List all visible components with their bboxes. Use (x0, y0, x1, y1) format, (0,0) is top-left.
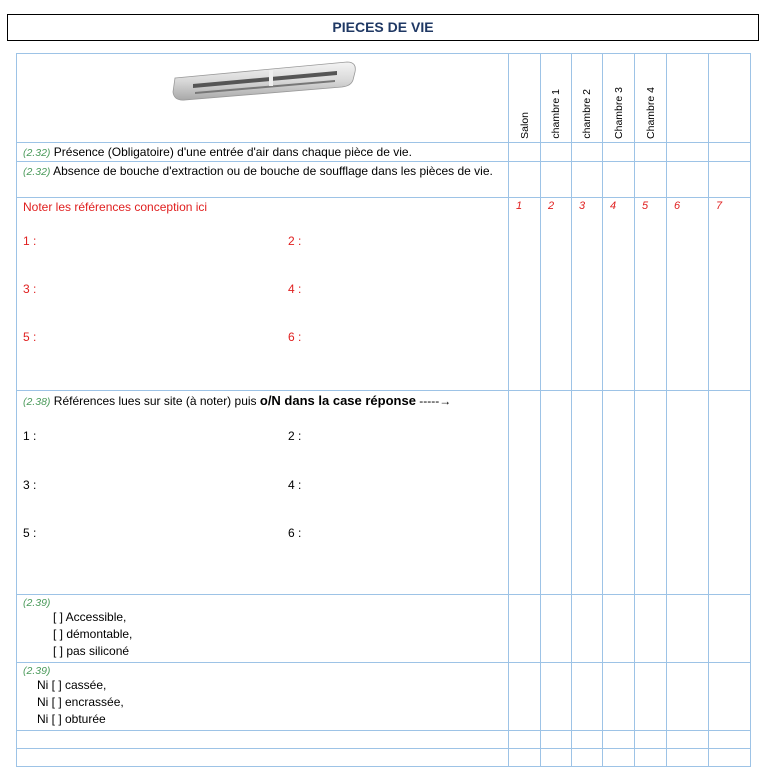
answer-cell[interactable] (572, 663, 603, 731)
answer-cell[interactable] (541, 663, 572, 731)
empty-cell[interactable] (17, 731, 509, 749)
col-header-chambre-2: chambre 2 (572, 54, 603, 143)
answer-cell[interactable] (541, 143, 572, 162)
conception-label-1: 1 : (23, 234, 37, 248)
col-header-chambre-4: Chambre 4 (635, 54, 667, 143)
answer-cell[interactable] (509, 595, 541, 663)
answer-cell[interactable] (635, 749, 667, 767)
conception-label-4: 4 : (288, 282, 302, 296)
conception-label-6: 6 : (288, 330, 302, 344)
row-absence (17, 162, 751, 198)
col-header-chambre-3: Chambre 3 (603, 54, 635, 143)
answer-cell[interactable] (635, 595, 667, 663)
answer-cell[interactable] (572, 143, 603, 162)
answer-cell[interactable] (541, 731, 572, 749)
image-cell (17, 54, 509, 143)
answer-cell[interactable] (603, 749, 635, 767)
col-header-6 (667, 54, 709, 143)
answer-cell[interactable] (709, 663, 751, 731)
page-title: PIECES DE VIE (7, 14, 759, 41)
row-absence-desc: (2.32) Absence de bouche d'extraction ou de bouche de soufflage dans les pièces de vie. (17, 162, 509, 198)
answer-cell[interactable] (667, 663, 709, 731)
answer-cell[interactable] (509, 391, 541, 595)
checkbox-cassee[interactable]: Ni [ ] cassée, (37, 678, 107, 692)
empty-cell[interactable] (17, 749, 509, 767)
answer-cell[interactable] (572, 595, 603, 663)
answer-cell[interactable] (709, 143, 751, 162)
row-condition (17, 663, 751, 731)
answer-cell[interactable] (603, 162, 635, 198)
answer-cell[interactable] (667, 595, 709, 663)
checkbox-obturee[interactable]: Ni [ ] obturée (37, 712, 106, 726)
answer-cell[interactable] (572, 731, 603, 749)
answer-cell[interactable] (667, 731, 709, 749)
rooms-table (16, 53, 751, 767)
answer-cell[interactable] (603, 663, 635, 731)
conception-label-3: 3 : (23, 282, 37, 296)
col-number-5[interactable]: 5 (635, 198, 667, 391)
answer-cell[interactable] (635, 162, 667, 198)
answer-cell[interactable] (572, 391, 603, 595)
row-site-refs (17, 391, 751, 595)
answer-cell[interactable] (635, 391, 667, 595)
site-label-1: 1 : (23, 429, 37, 443)
answer-cell[interactable] (603, 391, 635, 595)
answer-cell[interactable] (667, 162, 709, 198)
answer-cell[interactable] (572, 749, 603, 767)
answer-cell[interactable] (509, 143, 541, 162)
answer-cell[interactable] (709, 162, 751, 198)
row-presence (17, 143, 751, 162)
answer-cell[interactable] (635, 731, 667, 749)
col-header-salon: Salon (509, 54, 541, 143)
answer-cell[interactable] (667, 749, 709, 767)
answer-cell[interactable] (603, 143, 635, 162)
answer-cell[interactable] (509, 749, 541, 767)
answer-cell[interactable] (541, 162, 572, 198)
row-conception-desc (17, 198, 509, 391)
answer-cell[interactable] (709, 391, 751, 595)
col-number-7[interactable]: 7 (709, 198, 751, 391)
col-number-1[interactable]: 1 (509, 198, 541, 391)
answer-cell[interactable] (541, 391, 572, 595)
site-label-2: 2 : (288, 429, 302, 443)
conception-label-5: 5 : (23, 330, 37, 344)
empty-row (17, 749, 751, 767)
col-header-7 (709, 54, 751, 143)
site-refs-heading: (2.38) Références lues sur site (à noter) puis o/N dans la case réponse -----→ (23, 393, 452, 408)
air-vent-image (17, 54, 509, 139)
row-presence-desc: (2.32) Présence (Obligatoire) d'une entrée d'air dans chaque pièce de vie. (17, 143, 509, 162)
answer-cell[interactable] (603, 595, 635, 663)
answer-cell[interactable] (572, 162, 603, 198)
empty-row (17, 731, 751, 749)
answer-cell[interactable] (603, 731, 635, 749)
col-number-3[interactable]: 3 (572, 198, 603, 391)
row-accessible (17, 595, 751, 663)
col-number-6[interactable]: 6 (667, 198, 709, 391)
answer-cell[interactable] (635, 143, 667, 162)
answer-cell[interactable] (709, 749, 751, 767)
row-site-refs-desc (17, 391, 509, 595)
conception-heading: Noter les références conception ici (23, 200, 208, 214)
conception-label-2: 2 : (288, 234, 302, 248)
answer-cell[interactable] (667, 143, 709, 162)
col-number-4[interactable]: 4 (603, 198, 635, 391)
row-condition-desc: (2.39) Ni [ ] cassée, Ni [ ] encrassée, Ni [ ] obturée (17, 663, 509, 731)
col-number-2[interactable]: 2 (541, 198, 572, 391)
answer-cell[interactable] (709, 595, 751, 663)
checkbox-demontable[interactable]: [ ] démontable, (53, 627, 133, 641)
site-label-4: 4 : (288, 478, 302, 492)
checkbox-pas-silicone[interactable]: [ ] pas siliconé (53, 644, 130, 658)
site-label-5: 5 : (23, 526, 37, 540)
answer-cell[interactable] (541, 595, 572, 663)
answer-cell[interactable] (667, 391, 709, 595)
answer-cell[interactable] (509, 162, 541, 198)
answer-cell[interactable] (541, 749, 572, 767)
answer-cell[interactable] (509, 663, 541, 731)
answer-cell[interactable] (709, 731, 751, 749)
checkbox-accessible[interactable]: [ ] Accessible, (53, 610, 127, 624)
row-accessible-desc: (2.39) [ ] Accessible, [ ] démontable, [ ] pas siliconé (17, 595, 509, 663)
row-conception-refs (17, 198, 751, 391)
col-header-chambre-1: chambre 1 (541, 54, 572, 143)
site-label-3: 3 : (23, 478, 37, 492)
header-row (17, 54, 751, 143)
checkbox-encrassee[interactable]: Ni [ ] encrassée, (37, 695, 124, 709)
site-label-6: 6 : (288, 526, 302, 540)
answer-cell[interactable] (509, 731, 541, 749)
answer-cell[interactable] (635, 663, 667, 731)
